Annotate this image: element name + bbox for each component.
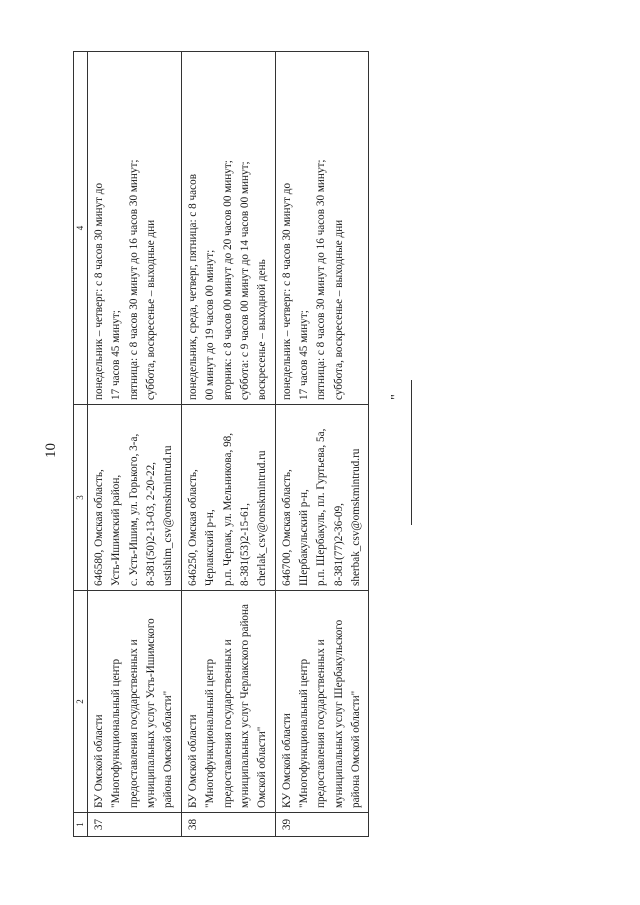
address-cell: 646250, Омская область, Черлакский р-н, р.п. Черлак, ул. Мельникова, 98, 8-381(53)2-15-61, cherlak_csv@omskmintrud.ru	[181, 405, 275, 591]
institution-name: БУ Омской области "Многофункциональный центр предоставления государственных и муниципальных услуг Черлакского района Омской области"	[181, 591, 275, 813]
row-number: 38	[181, 813, 275, 837]
page-number: 10	[43, 443, 59, 458]
institution-name: КУ Омской области "Многофункциональный центр предоставления государственных и муниципальных услуг Шербакульского района Омской области"	[275, 591, 369, 813]
closing-quote-mark: "	[388, 394, 404, 400]
column-header: 2	[74, 591, 88, 813]
institution-name: БУ Омской области "Многофункциональный центр предоставления государственных и муниципальных услуг Усть-Ишимского района Омской области"	[88, 591, 182, 813]
table-row	[275, 52, 369, 837]
table-row	[181, 52, 275, 837]
table-header-row	[74, 52, 88, 837]
email-address: cherlak_csv@omskmintrud.ru	[256, 450, 269, 586]
email-address: sherbak_csv@omskmintrud.ru	[350, 448, 363, 586]
row-number: 39	[275, 813, 369, 837]
address-cell: 646580, Омская область, Усть-Ишимский район, с. Усть-Ишим, ул. Горького, 3-а, 8-381(50)2-13-03, 2-20-22, ustishim_csv@omskmintrud.ru	[88, 405, 182, 591]
column-header: 1	[74, 813, 88, 837]
column-header: 4	[74, 52, 88, 405]
email-address: ustishim_csv@omskmintrud.ru	[162, 445, 175, 586]
schedule-cell: понедельник, среда, четверг, пятница: с 8 часов 00 минут до 19 часов 00 минут; вторник: с 8 часов 00 минут до 20 часов 00 минут; суббота: с 9 часов 00 минут до 14 часов 00 минут; воскресенье – выходной день	[181, 52, 275, 405]
column-header: 3	[74, 405, 88, 591]
address-cell: 646700, Омская область, Шербакульский р-н, р.п. Шербакуль, пл. Гуртьева, 5а, 8-381(77)2-36-09, sherbak_csv@omskmintrud.ru	[275, 405, 369, 591]
mfc-table	[73, 51, 369, 837]
table-row	[88, 52, 182, 837]
closing-line	[411, 380, 412, 525]
row-number: 37	[88, 813, 182, 837]
schedule-cell: понедельник – четверг: с 8 часов 30 минут до 17 часов 45 минут; пятница: с 8 часов 30 минут до 16 часов 30 минут; суббота, воскресенье – выходные дни	[275, 52, 369, 405]
schedule-cell: понедельник – четверг: с 8 часов 30 минут до 17 часов 45 минут; пятница: с 8 часов 30 минут до 16 часов 30 минут; суббота, воскресенье – выходные дни	[88, 52, 182, 405]
